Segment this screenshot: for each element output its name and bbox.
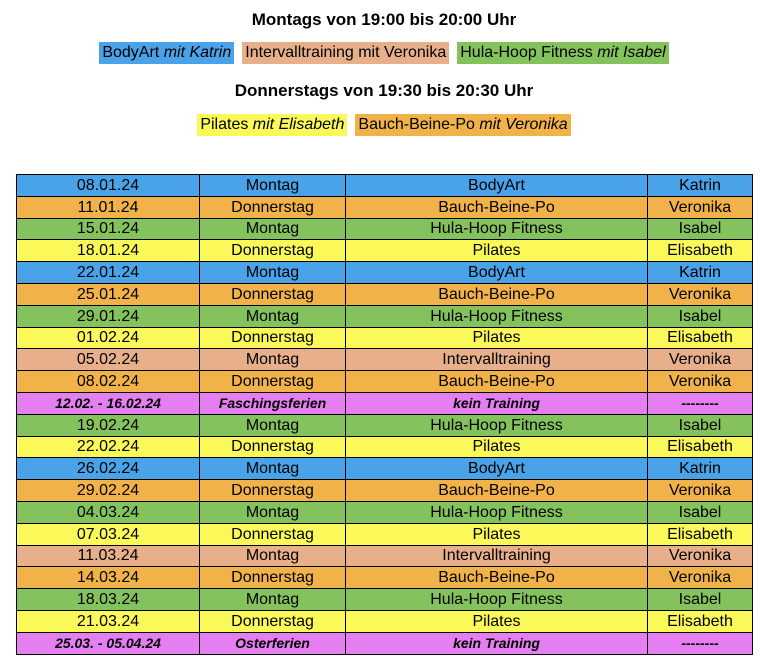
legend-intervalltraining — [242, 42, 449, 64]
cell-day: Donnerstag — [200, 371, 346, 393]
cell-course: BodyArt — [346, 175, 648, 197]
cell-course: Hula-Hoop Fitness — [346, 305, 648, 327]
table-row — [17, 589, 753, 611]
cell-date: 18.01.24 — [17, 240, 200, 262]
cell-day: Donnerstag — [200, 523, 346, 545]
cell-date: 04.03.24 — [17, 501, 200, 523]
legend-course: BodyArt — [102, 44, 160, 61]
table-row — [17, 523, 753, 545]
cell-trainer: Isabel — [648, 414, 753, 436]
cell-date: 05.02.24 — [17, 349, 200, 371]
cell-course: Pilates — [346, 240, 648, 262]
cell-date: 22.01.24 — [17, 262, 200, 284]
table-row — [17, 458, 753, 480]
cell-trainer: Isabel — [648, 218, 753, 240]
cell-trainer: Elisabeth — [648, 436, 753, 458]
cell-day: Donnerstag — [200, 436, 346, 458]
cell-course: Bauch-Beine-Po — [346, 283, 648, 305]
cell-course: BodyArt — [346, 262, 648, 284]
cell-trainer: Elisabeth — [648, 610, 753, 632]
cell-day: Faschingsferien — [200, 392, 346, 414]
thursday-legend — [0, 114, 768, 136]
thursday-heading: Donnerstags von 19:30 bis 20:30 Uhr — [234, 81, 534, 100]
cell-date: 29.02.24 — [17, 480, 200, 502]
cell-day: Osterferien — [200, 632, 346, 654]
table-row — [17, 305, 753, 327]
cell-day: Montag — [200, 589, 346, 611]
cell-course: Pilates — [346, 327, 648, 349]
cell-trainer: Katrin — [648, 458, 753, 480]
cell-day: Montag — [200, 349, 346, 371]
cell-course: Hula-Hoop Fitness — [346, 589, 648, 611]
cell-trainer: Veronika — [648, 371, 753, 393]
cell-course: Intervalltraining — [346, 545, 648, 567]
table-row — [17, 283, 753, 305]
holiday-row — [17, 392, 753, 414]
cell-day: Donnerstag — [200, 283, 346, 305]
legend-hula-hoop — [457, 42, 668, 64]
cell-trainer: Katrin — [648, 262, 753, 284]
cell-course: Hula-Hoop Fitness — [346, 414, 648, 436]
cell-trainer: Elisabeth — [648, 523, 753, 545]
cell-course: Bauch-Beine-Po — [346, 480, 648, 502]
cell-date: 11.03.24 — [17, 545, 200, 567]
table-row — [17, 480, 753, 502]
cell-trainer: Veronika — [648, 545, 753, 567]
cell-trainer: Veronika — [648, 196, 753, 218]
cell-date: 07.03.24 — [17, 523, 200, 545]
cell-trainer: -------- — [648, 632, 753, 654]
cell-course: Bauch-Beine-Po — [346, 567, 648, 589]
cell-day: Donnerstag — [200, 327, 346, 349]
schedule-body — [17, 175, 753, 655]
cell-course: Bauch-Beine-Po — [346, 371, 648, 393]
table-row — [17, 414, 753, 436]
cell-course: Bauch-Beine-Po — [346, 196, 648, 218]
table-row — [17, 196, 753, 218]
cell-course: Hula-Hoop Fitness — [346, 501, 648, 523]
holiday-row — [17, 632, 753, 654]
cell-date: 25.01.24 — [17, 283, 200, 305]
table-row — [17, 262, 753, 284]
cell-day: Donnerstag — [200, 567, 346, 589]
table-row — [17, 436, 753, 458]
legend-bodyart — [99, 42, 234, 64]
table-row — [17, 240, 753, 262]
cell-course: BodyArt — [346, 458, 648, 480]
cell-date: 14.03.24 — [17, 567, 200, 589]
table-row — [17, 371, 753, 393]
cell-course: Hula-Hoop Fitness — [346, 218, 648, 240]
cell-day: Montag — [200, 262, 346, 284]
cell-date: 21.03.24 — [17, 610, 200, 632]
legend-pilates — [197, 114, 347, 136]
legend-course: Hula-Hoop Fitness — [460, 44, 593, 61]
cell-course: Pilates — [346, 523, 648, 545]
table-row — [17, 610, 753, 632]
cell-date: 01.02.24 — [17, 327, 200, 349]
schedule-table — [16, 174, 753, 655]
legend-course: Intervalltraining mit Veronika — [245, 44, 447, 61]
cell-trainer: Isabel — [648, 305, 753, 327]
cell-course: Pilates — [346, 436, 648, 458]
cell-trainer: Veronika — [648, 283, 753, 305]
cell-day: Montag — [200, 545, 346, 567]
cell-day: Donnerstag — [200, 196, 346, 218]
cell-trainer: Veronika — [648, 567, 753, 589]
cell-date: 12.02. - 16.02.24 — [17, 392, 200, 414]
cell-trainer: Elisabeth — [648, 327, 753, 349]
cell-date: 18.03.24 — [17, 589, 200, 611]
monday-heading: Montags von 19:00 bis 20:00 Uhr — [251, 10, 517, 29]
cell-trainer: Veronika — [648, 349, 753, 371]
cell-day: Montag — [200, 501, 346, 523]
cell-day: Montag — [200, 218, 346, 240]
legend-trainer: mit Isabel — [597, 44, 666, 61]
cell-day: Donnerstag — [200, 480, 346, 502]
cell-trainer: Isabel — [648, 501, 753, 523]
cell-date: 08.01.24 — [17, 175, 200, 197]
table-row — [17, 175, 753, 197]
cell-date: 25.03. - 05.04.24 — [17, 632, 200, 654]
cell-date: 26.02.24 — [17, 458, 200, 480]
cell-day: Donnerstag — [200, 610, 346, 632]
cell-day: Montag — [200, 175, 346, 197]
cell-day: Montag — [200, 414, 346, 436]
table-row — [17, 501, 753, 523]
legend-course: Bauch-Beine-Po — [358, 116, 475, 133]
legend-trainer: mit Veronika — [479, 116, 568, 133]
table-row — [17, 349, 753, 371]
cell-date: 11.01.24 — [17, 196, 200, 218]
cell-trainer: Elisabeth — [648, 240, 753, 262]
cell-date: 29.01.24 — [17, 305, 200, 327]
cell-day: Montag — [200, 458, 346, 480]
cell-date: 15.01.24 — [17, 218, 200, 240]
legend-course: Pilates — [200, 116, 249, 133]
cell-day: Montag — [200, 305, 346, 327]
legend-trainer: mit Elisabeth — [252, 116, 345, 133]
monday-legend — [0, 42, 768, 64]
cell-course: kein Training — [346, 632, 648, 654]
cell-course: Intervalltraining — [346, 349, 648, 371]
cell-trainer: Katrin — [648, 175, 753, 197]
cell-course: Pilates — [346, 610, 648, 632]
table-row — [17, 218, 753, 240]
cell-day: Donnerstag — [200, 240, 346, 262]
table-row — [17, 327, 753, 349]
cell-trainer: Isabel — [648, 589, 753, 611]
cell-date: 08.02.24 — [17, 371, 200, 393]
cell-trainer: -------- — [648, 392, 753, 414]
cell-trainer: Veronika — [648, 480, 753, 502]
table-row — [17, 567, 753, 589]
cell-course: kein Training — [346, 392, 648, 414]
legend-bauch-beine-po — [355, 114, 570, 136]
legend-trainer: mit Katrin — [163, 44, 232, 61]
cell-date: 19.02.24 — [17, 414, 200, 436]
table-row — [17, 545, 753, 567]
cell-date: 22.02.24 — [17, 436, 200, 458]
